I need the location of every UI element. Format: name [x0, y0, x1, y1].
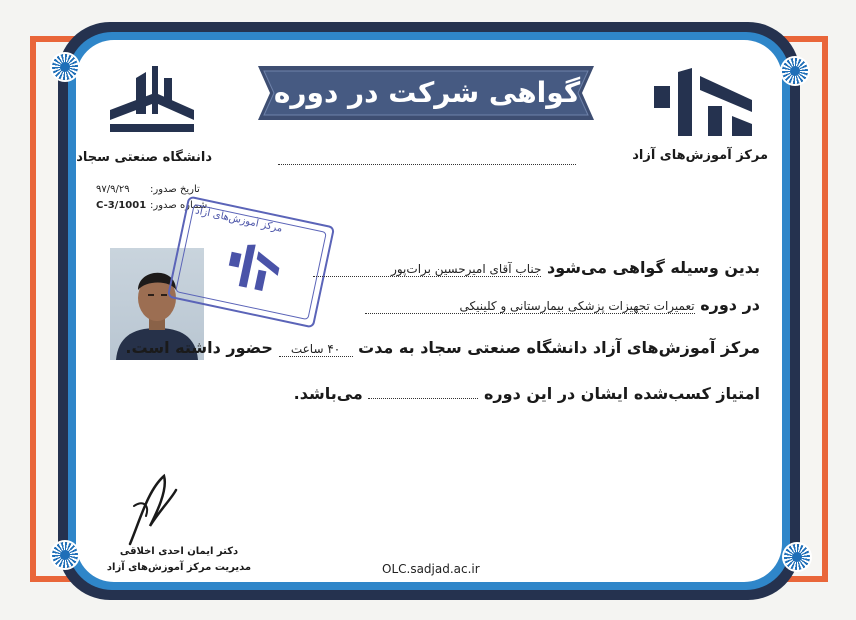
line2-prefix: در دوره: [700, 295, 760, 314]
center-name: مرکز آموزش‌های آزاد: [632, 148, 768, 163]
rosette-icon-bottom-right: [784, 544, 810, 570]
body-line-4: [294, 384, 760, 403]
course-hours: ۴۰ ساعت: [279, 342, 353, 357]
body-line-3: [125, 338, 760, 357]
website-url: OLC.sadjad.ac.ir: [382, 562, 480, 576]
issue-number-value: C-3/1001: [96, 200, 147, 211]
rosette-icon-bottom-left: [52, 542, 78, 568]
line1-prefix: بدین وسیله گواهی می‌شود: [547, 258, 760, 277]
signatory-name: دکتر ایمان احدی اخلاقی: [119, 546, 239, 557]
body-line-2: [365, 295, 760, 314]
center-logo-icon: [648, 66, 758, 144]
issue-number-label: شماره صدور:: [150, 200, 208, 211]
stamp-text: مرکز آموزش‌های آزاد: [194, 205, 284, 235]
body-line-1: [313, 258, 760, 277]
rosette-icon-top-right: [782, 58, 808, 84]
issue-date-value: ۹۷/۹/۲۹: [96, 184, 130, 195]
university-logo-icon: [106, 64, 198, 138]
certificate-title: گواهی شرکت در دوره: [273, 75, 581, 109]
handwritten-signature: [120, 470, 184, 550]
score-blank: [368, 384, 478, 399]
title-underline: [278, 164, 576, 165]
issue-date-label: تاریخ صدور:: [150, 184, 200, 195]
rosette-icon-top-left: [52, 54, 78, 80]
university-name: دانشگاه صنعتی سجاد: [76, 150, 212, 165]
line3-text-b: حضور داشته است.: [125, 338, 273, 357]
line3-text-a: مرکز آموزش‌های آزاد دانشگاه صنعتی سجاد به مدت: [358, 338, 760, 357]
line4-text-a: امتیاز کسب‌شده ایشان در این دوره: [483, 384, 760, 403]
signatory-role: مدیریت مرکز آموزش‌های آزاد: [106, 562, 252, 573]
line4-text-b: می‌باشد.: [293, 384, 363, 403]
course-name: تعمیرات تجهیزات پزشکی بیمارستانی و کلینیکی: [365, 299, 695, 314]
recipient-name: جناب آقای امیرحسین برات‌پور: [313, 262, 541, 277]
